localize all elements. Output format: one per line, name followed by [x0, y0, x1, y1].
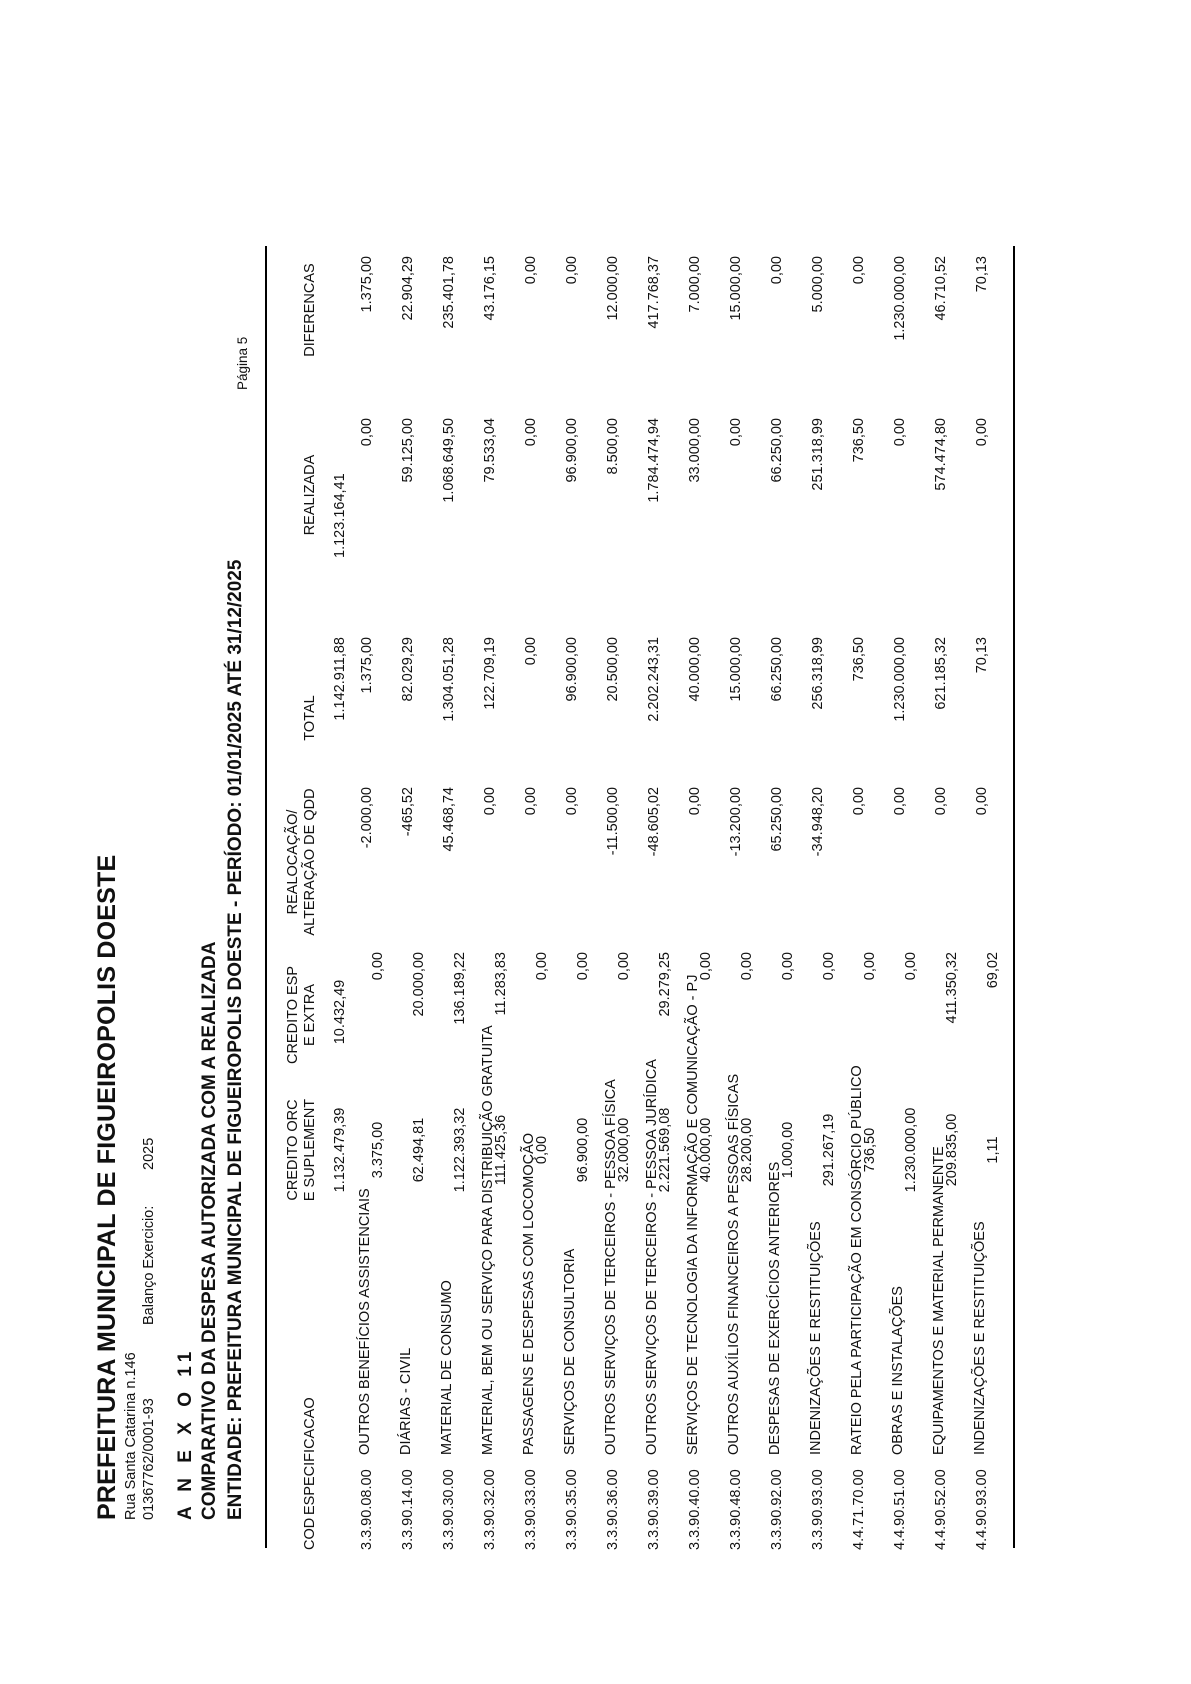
carry-total: 1.142.911,88	[332, 637, 348, 721]
cell-total: 1.230.000,00	[892, 637, 908, 722]
cell-realocacao: 0,00	[974, 787, 990, 816]
cell-description: OUTROS SERVIÇOS DE TERCEIROS - PESSOA JURÍDICA	[644, 1059, 660, 1455]
cell-credito-orc: 291.267,19	[821, 1113, 837, 1187]
cell-description: MATERIAL, BEM OU SERVIÇO PARA DISTRIBUIÇÃO GRATUITA	[480, 1025, 496, 1455]
cell-credito-orc: 28.200,00	[739, 1117, 755, 1183]
cell-credito-orc: 1.000,00	[780, 1121, 796, 1179]
cell-diferencas: 417.768,37	[646, 256, 662, 329]
cell-realocacao: -13.200,00	[728, 787, 744, 857]
cell-description: PASSAGENS E DESPESAS COM LOCOMOÇÃO	[521, 1132, 537, 1455]
cell-realizada: 1.068.649,50	[441, 418, 457, 503]
cell-credito-esp: 0,00	[575, 952, 591, 981]
col-header-total: TOTAL	[302, 695, 318, 741]
cell-description: OUTROS BENEFÍCIOS ASSISTENCIAIS	[357, 1188, 373, 1455]
col-header-especificacao: ESPECIFICACAO	[302, 1397, 318, 1515]
cell-credito-orc: 96.900,00	[575, 1117, 591, 1183]
cell-diferencas: 7.000,00	[687, 256, 703, 313]
cell-realocacao: 0,00	[482, 787, 498, 816]
report-page	[85, 245, 1090, 1550]
cell-code: 3.3.90.35.00	[564, 1469, 580, 1550]
cell-diferencas: 0,00	[851, 256, 867, 285]
anexo-label: A N E X O 11	[175, 1346, 196, 1520]
cell-realizada: 0,00	[974, 418, 990, 447]
cell-realizada: 59.125,00	[400, 418, 416, 483]
table-top-rule	[265, 246, 267, 1548]
cell-realizada: 66.250,00	[769, 418, 785, 483]
address: Rua Santa Catarina n.146	[123, 1352, 139, 1520]
cell-code: 4.4.90.93.00	[974, 1469, 990, 1550]
cell-description: OBRAS E INSTALAÇÕES	[890, 1286, 906, 1455]
cell-total: 66.250,00	[769, 637, 785, 702]
cell-description: DESPESAS DE EXERCÍCIOS ANTERIORES	[767, 1161, 783, 1455]
cell-credito-orc: 1.122.393,32	[452, 1107, 468, 1193]
cell-code: 4.4.90.51.00	[892, 1469, 908, 1550]
cell-credito-orc: 2.221.569,08	[657, 1107, 673, 1193]
cell-description: SERVIÇOS DE TECNOLOGIA DA INFORMAÇÃO E COMUNICAÇÃO - PJ	[685, 974, 701, 1455]
col-header-realocacao-line2: ALTERAÇÃO DE QDD	[302, 788, 318, 936]
cell-realizada: 574.474,80	[933, 418, 949, 491]
cell-description: RATEIO PELA PARTICIPAÇÃO EM CONSÓRCIO PÚBLICO	[849, 1065, 865, 1455]
cell-total: 15.000,00	[728, 637, 744, 702]
cell-realocacao: 0,00	[851, 787, 867, 816]
cell-total: 20.500,00	[605, 637, 621, 702]
cell-realizada: 96.900,00	[564, 418, 580, 483]
cell-total: 736,50	[851, 637, 867, 682]
cell-credito-orc: 62.494,81	[411, 1117, 427, 1183]
cell-credito-orc: 1.230.000,00	[903, 1107, 919, 1193]
cell-credito-orc: 736,50	[862, 1127, 878, 1173]
cell-credito-esp: 0,00	[739, 952, 755, 981]
cell-description: INDENIZAÇÕES E RESTITUIÇÕES	[972, 1221, 988, 1455]
cell-diferencas: 5.000,00	[810, 256, 826, 313]
cell-realizada: 251.318,99	[810, 418, 826, 491]
cell-code: 3.3.90.08.00	[359, 1469, 375, 1550]
cell-diferencas: 0,00	[523, 256, 539, 285]
cell-realizada: 1.784.474,94	[646, 418, 662, 503]
cell-total: 40.000,00	[687, 637, 703, 702]
balanco-label: Balanço Exercicio:	[141, 1205, 157, 1325]
cell-credito-esp: 0,00	[698, 952, 714, 981]
cell-description: EQUIPAMENTOS E MATERIAL PERMANENTE	[931, 1146, 947, 1455]
cell-realizada: 0,00	[523, 418, 539, 447]
cell-realocacao: -2.000,00	[359, 787, 375, 849]
cnpj: 01367762/0001-93	[141, 1398, 157, 1520]
col-header-credito-orc-line2: E SUPLEMENT	[302, 1098, 318, 1202]
cell-realocacao: 0,00	[892, 787, 908, 816]
cell-realizada: 33.000,00	[687, 418, 703, 483]
report-subtitle: COMPARATIVO DA DESPESA AUTORIZADA COM A REALIZADA	[199, 941, 220, 1520]
cell-total: 2.202.243,31	[646, 637, 662, 722]
cell-credito-orc: 111.425,36	[493, 1114, 509, 1186]
cell-diferencas: 235.401,78	[441, 256, 457, 329]
col-header-credito-esp-line2: E EXTRA	[302, 983, 318, 1047]
cell-credito-esp: 136.189,22	[452, 952, 468, 1025]
cell-credito-esp: 0,00	[821, 952, 837, 981]
cell-credito-esp: 69,02	[985, 952, 1001, 989]
cell-total: 122.709,19	[482, 637, 498, 710]
cell-credito-esp: 0,00	[780, 952, 796, 981]
cell-description: DIÁRIAS - CIVIL	[398, 1347, 414, 1455]
cell-code: 4.4.90.52.00	[933, 1469, 949, 1550]
cell-realizada: 0,00	[892, 418, 908, 447]
cell-code: 3.3.90.48.00	[728, 1469, 744, 1550]
cell-credito-esp: 0,00	[862, 952, 878, 981]
cell-realocacao: 0,00	[933, 787, 949, 816]
cell-code: 3.3.90.93.00	[810, 1469, 826, 1550]
cell-diferencas: 0,00	[564, 256, 580, 285]
entidade-line: ENTIDADE: PREFEITURA MUNICIPAL DE FIGUEIROPOLIS DOESTE - PERÍODO: 01/01/2025 ATÉ 31/12/2025	[225, 559, 246, 1520]
col-header-realizada: REALIZADA	[302, 454, 318, 536]
cell-credito-esp: 20.000,00	[411, 952, 427, 1017]
cell-total: 82.029,29	[400, 637, 416, 702]
cell-code: 3.3.90.33.00	[523, 1469, 539, 1550]
cell-credito-orc: 32.000,00	[616, 1117, 632, 1183]
cell-total: 96.900,00	[564, 637, 580, 702]
carry-realizada: 1.123.164,41	[332, 473, 348, 558]
cell-realizada: 8.500,00	[605, 418, 621, 475]
carry-credito-esp: 10.432,49	[332, 979, 348, 1045]
cell-code: 3.3.90.92.00	[769, 1469, 785, 1550]
cell-realizada: 0,00	[359, 418, 375, 447]
cell-realocacao: 45.468,74	[441, 787, 457, 852]
cell-diferencas: 70,13	[974, 256, 990, 293]
cell-realocacao: -48.605,02	[646, 787, 662, 857]
page-number: Página 5	[235, 336, 250, 390]
cell-realizada: 736,50	[851, 418, 867, 463]
carry-credito-orc: 1.132.479,39	[332, 1107, 348, 1193]
cell-description: MATERIAL DE CONSUMO	[439, 1280, 455, 1455]
cell-diferencas: 15.000,00	[728, 256, 744, 321]
cell-diferencas: 1.375,00	[359, 256, 375, 313]
cell-diferencas: 46.710,52	[933, 256, 949, 321]
col-header-credito-orc	[285, 1085, 319, 1215]
col-header-diferencas: DIFERENCAS	[302, 263, 318, 357]
table-bottom-rule	[1013, 246, 1015, 1548]
col-header-credito-esp	[285, 950, 319, 1080]
cell-realocacao: -11.500,00	[605, 787, 621, 856]
report-title: PREFEITURA MUNICIPAL DE FIGUEIROPOLIS DOESTE	[93, 854, 121, 1520]
cell-credito-esp: 0,00	[370, 952, 386, 981]
cell-realizada: 79.533,04	[482, 418, 498, 483]
cell-code: 3.3.90.32.00	[482, 1469, 498, 1550]
cell-realocacao: 0,00	[564, 787, 580, 816]
cell-realocacao: 65.250,00	[769, 787, 785, 852]
cell-credito-esp: 11.283,83	[493, 952, 509, 1016]
cell-code: 4.4.71.70.00	[851, 1469, 867, 1550]
cell-realizada: 0,00	[728, 418, 744, 447]
cell-total: 0,00	[523, 637, 539, 666]
cell-realocacao: -34.948,20	[810, 787, 826, 857]
col-header-credito-esp-line1: CREDITO ESP	[285, 965, 301, 1065]
cell-code: 3.3.90.36.00	[605, 1469, 621, 1550]
cell-credito-orc: 3.375,00	[370, 1121, 386, 1179]
cell-description: SERVIÇOS DE CONSULTORIA	[562, 1248, 578, 1455]
cell-total: 1.304.051,28	[441, 637, 457, 722]
col-header-realocacao-line1: REALOCAÇÃO/	[285, 809, 301, 915]
cell-total: 70,13	[974, 637, 990, 674]
cell-total: 621.185,32	[933, 637, 949, 710]
cell-realocacao: -465,52	[400, 787, 416, 837]
cell-credito-esp: 0,00	[534, 952, 550, 981]
cell-diferencas: 43.176,15	[482, 256, 498, 321]
cell-description: OUTROS SERVIÇOS DE TERCEIROS - PESSOA FÍSICA	[603, 1079, 619, 1455]
cell-description: OUTROS AUXÍLIOS FINANCEIROS A PESSOAS FÍSICAS	[726, 1073, 742, 1455]
cell-diferencas: 22.904,29	[400, 256, 416, 321]
cell-diferencas: 0,00	[769, 256, 785, 285]
cell-diferencas: 12.000,00	[605, 256, 621, 321]
cell-credito-orc: 40.000,00	[698, 1117, 714, 1183]
cell-total: 1.375,00	[359, 637, 375, 694]
cell-diferencas: 1.230.000,00	[892, 256, 908, 341]
cell-credito-esp: 29.279,25	[657, 952, 673, 1017]
col-header-credito-orc-line1: CREDITO ORC	[285, 1099, 301, 1201]
balanco-year: 2025	[141, 1137, 157, 1170]
cell-credito-esp: 411.350,32	[944, 952, 960, 1024]
cell-credito-orc: 209.835,00	[944, 1113, 960, 1187]
col-header-realocacao	[285, 782, 319, 942]
cell-credito-esp: 0,00	[903, 952, 919, 981]
cell-code: 3.3.90.39.00	[646, 1469, 662, 1550]
cell-credito-orc: 1,11	[985, 1136, 1001, 1164]
cell-realocacao: 0,00	[687, 787, 703, 816]
cell-realocacao: 0,00	[523, 787, 539, 816]
cell-description: INDENIZAÇÕES E RESTITUIÇÕES	[808, 1221, 824, 1455]
cell-total: 256.318,99	[810, 637, 826, 710]
cell-code: 3.3.90.40.00	[687, 1469, 703, 1550]
cell-credito-esp: 0,00	[616, 952, 632, 981]
cell-code: 3.3.90.14.00	[400, 1469, 416, 1550]
cell-code: 3.3.90.30.00	[441, 1469, 457, 1550]
cell-credito-orc: 0,00	[534, 1135, 550, 1165]
col-header-cod: COD	[302, 1517, 318, 1550]
